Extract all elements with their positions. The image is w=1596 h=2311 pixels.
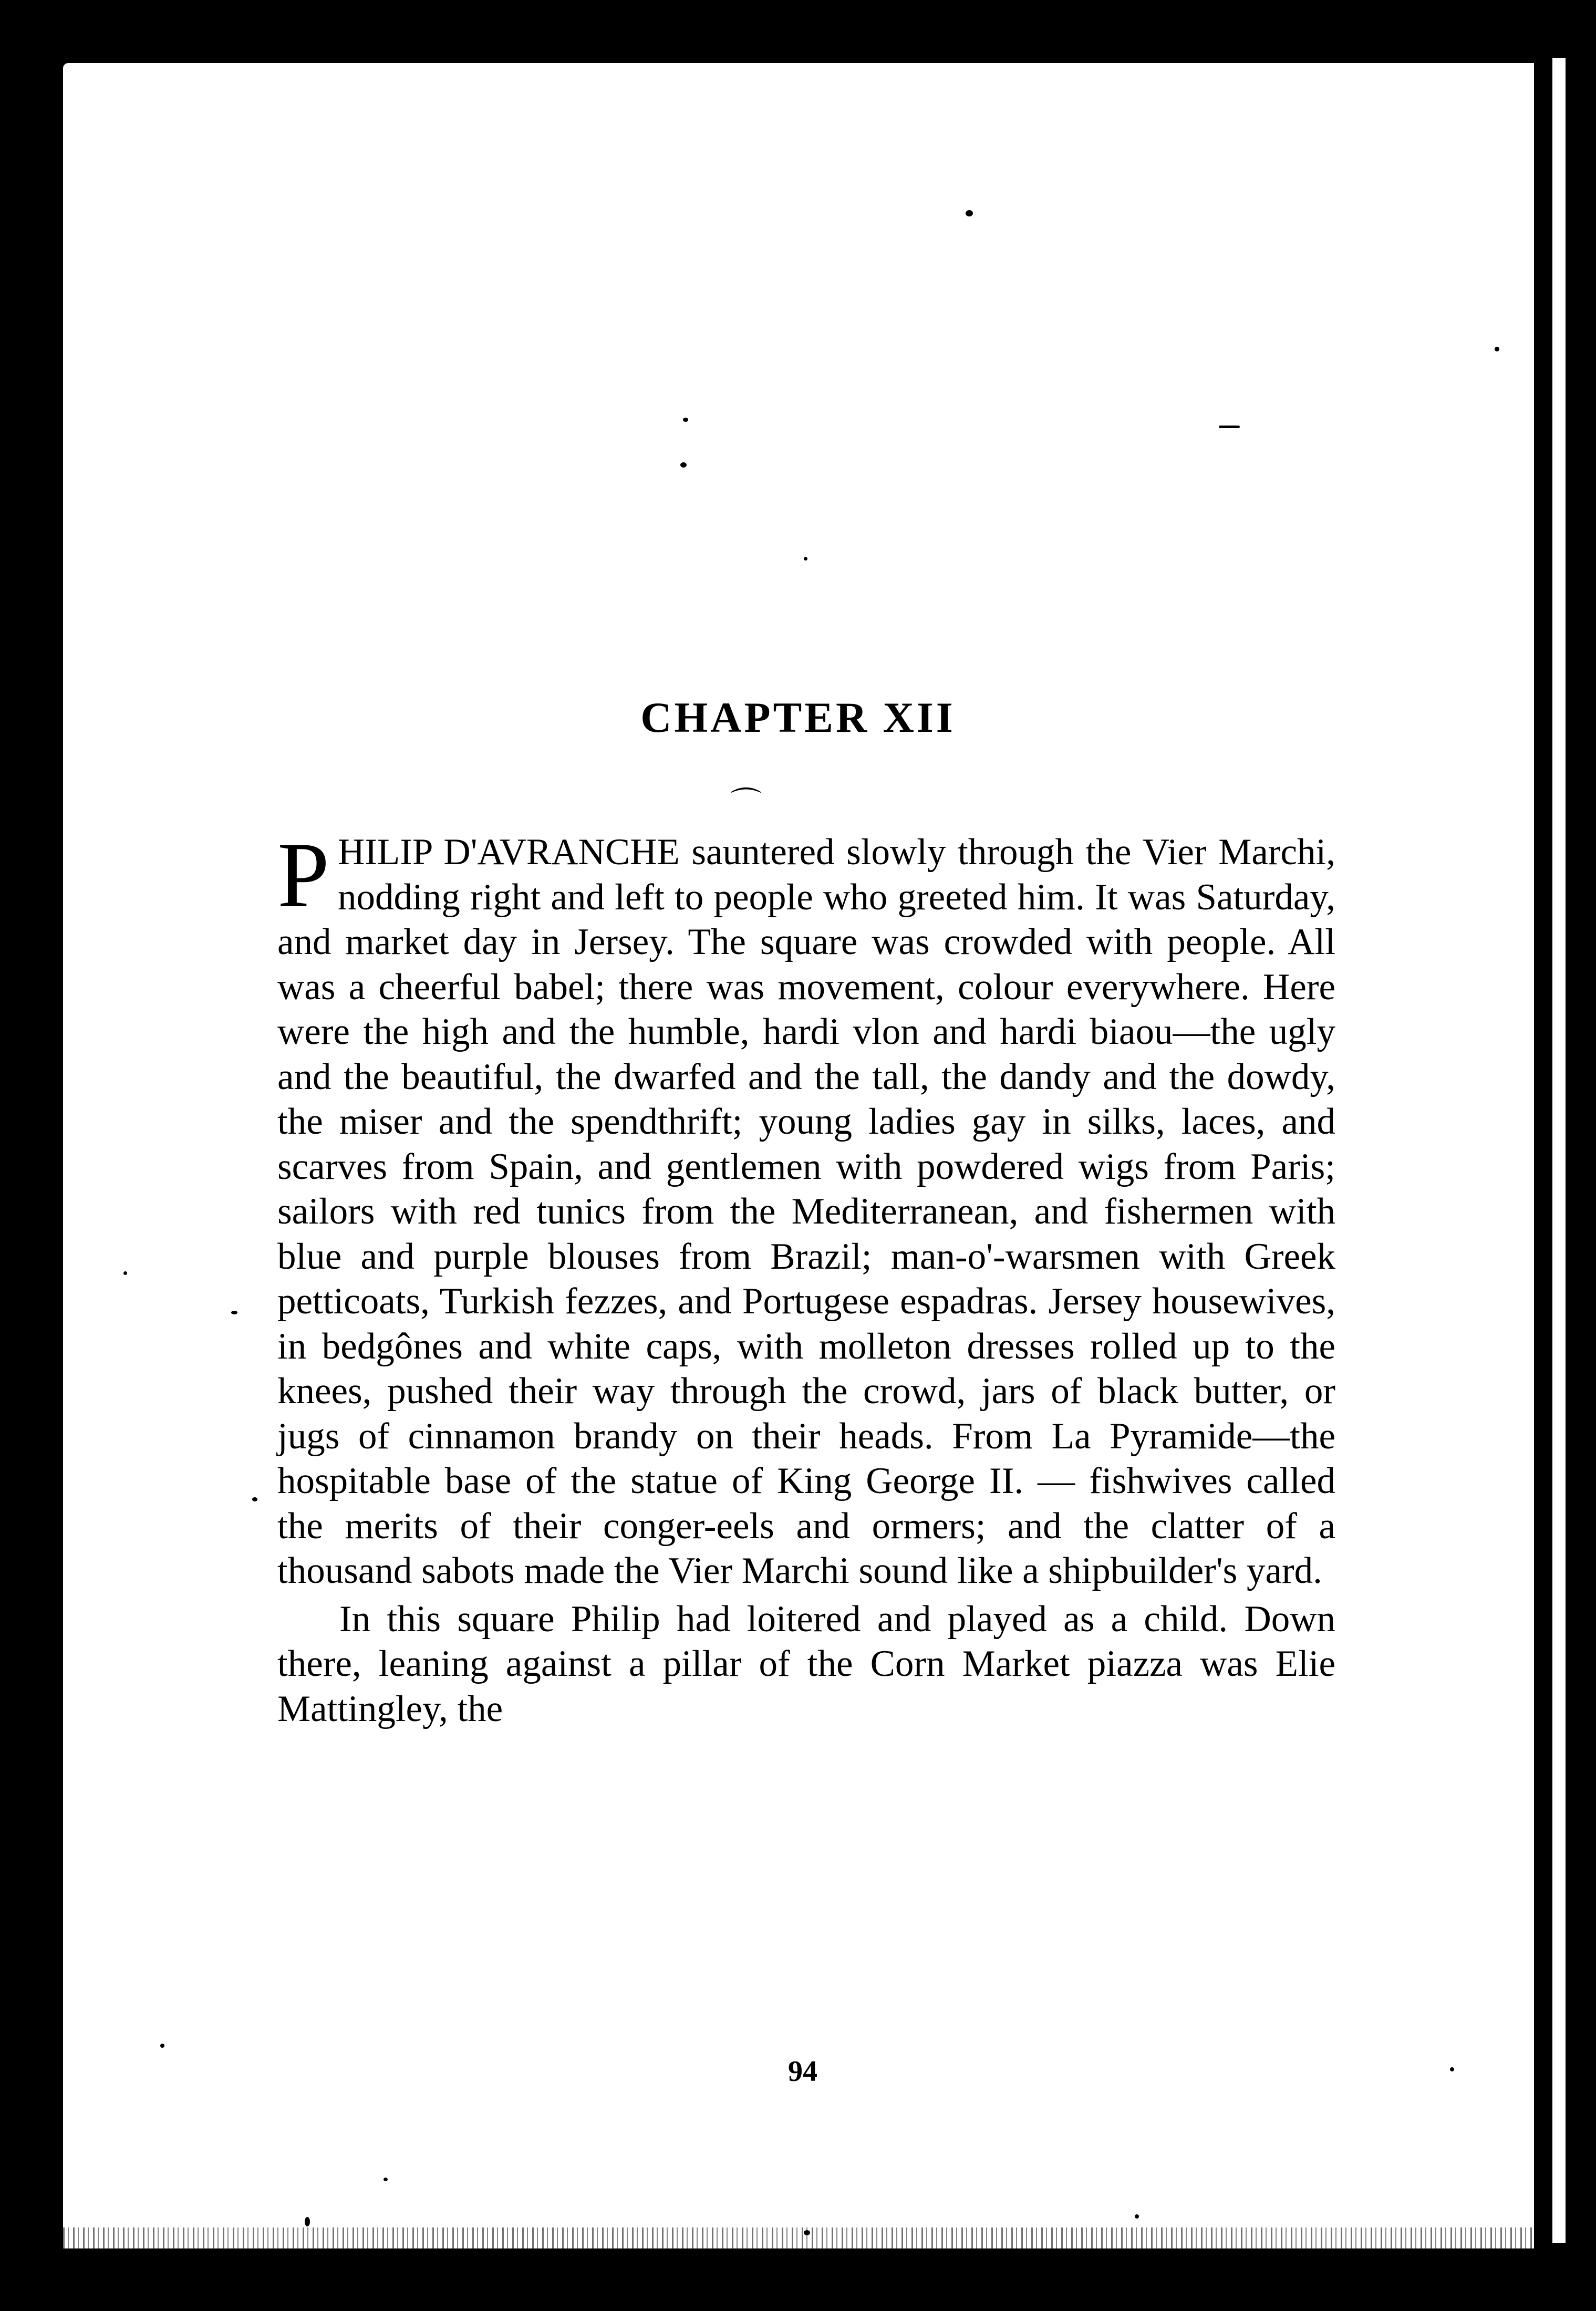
scan-speck (1135, 2214, 1139, 2219)
scan-speck (1219, 426, 1240, 428)
scan-speck (252, 1497, 257, 1501)
drop-cap: P (277, 823, 329, 927)
scan-speck (231, 1311, 237, 1314)
body-text (277, 823, 1335, 1732)
paragraph-1 (277, 823, 1335, 1594)
chapter-ornament: ⌒ (730, 786, 762, 821)
scan-speck (804, 557, 807, 561)
page-edge-shadow (1537, 58, 1552, 2243)
scan-speck (384, 2178, 388, 2181)
page-edge-strip (1552, 58, 1566, 2243)
scan-speck (305, 2217, 310, 2226)
scan-speck (123, 1271, 127, 1275)
chapter-title: CHAPTER XII (640, 693, 956, 741)
scan-speck (966, 210, 973, 216)
page-number: 94 (788, 2055, 817, 2088)
bottom-scan-noise (63, 2227, 1534, 2248)
scan-speck (804, 2230, 810, 2235)
paragraph-2: In this square Philip had loitered and played as a child. Down there, leaning against a pillar of the Corn Market piazza was Elie Mattingley, the (277, 1598, 1335, 1729)
scan-speck (683, 418, 688, 422)
scan-speck (1450, 2067, 1454, 2071)
paragraph-1-text: HILIP D'AVRANCHE sauntered slowly through the Vier Marchi, nodding right and left to people who greeted him. It was Saturday, and market day in Jersey. The square was crowded with people. All was a cheerful babel; there was movement, colour everywhere. Here were the high and the humble, hardi vlon and hardi biaou—the ugly and the beautiful, the dwarfed and the tall, the dandy and the dowdy, the miser and the spendthrift; young ladies gay in silks, laces, and scarves from Spain, and gentlemen with powdered wigs from Paris; sailors with red tunics from the Mediterranean, and fishermen with blue and purple blouses from Brazil; man-o'-warsmen with Greek petticoats, Turkish fezzes, and Portugese espadras. Jersey housewives, in bedgônes and white caps, with molleton dresses rolled up to the knees, pushed their way through the crowd, jars of black butter, or jugs of cinnamon brandy on their heads. From La Pyramide—the hospitable base of the statue of King George II. — fishwives called the merits of their conger-eels and ormers; and the clatter of a thousand sabots made the Vier Marchi sound like a shipbuilder's yard. (277, 832, 1335, 1591)
scan-speck (160, 2044, 164, 2048)
scan-speck (680, 462, 687, 468)
scan-speck (1495, 347, 1499, 351)
